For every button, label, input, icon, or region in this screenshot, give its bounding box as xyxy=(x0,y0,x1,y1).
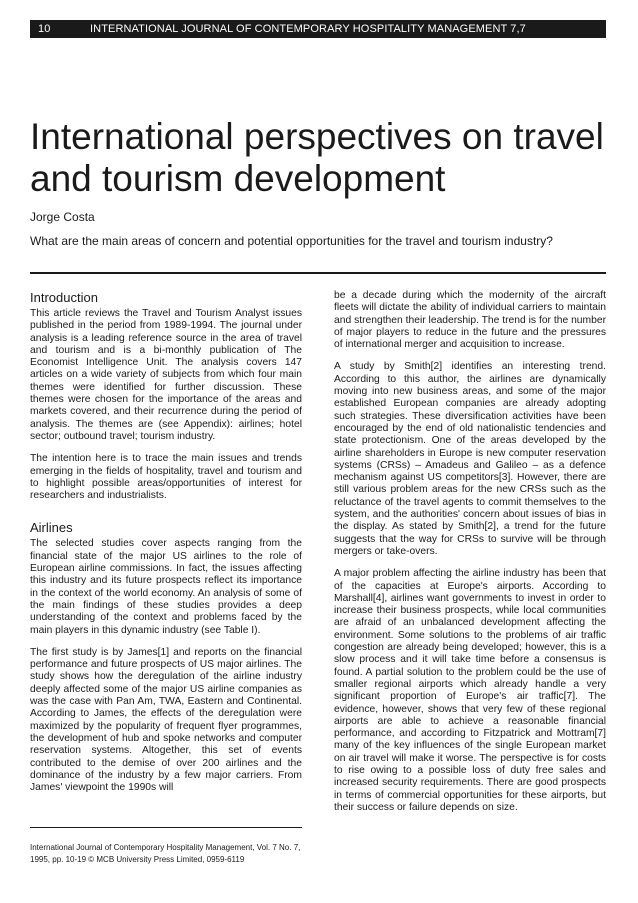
page-number: 10 xyxy=(38,23,51,35)
citation-footnote xyxy=(30,842,310,866)
right-column xyxy=(334,290,606,814)
section-heading-airlines: Airlines xyxy=(30,520,73,536)
footnote-line: 1995, pp. 10-19 © MCB University Press Limited, 0959-6119 xyxy=(30,855,245,864)
paragraph: This article reviews the Travel and Tourism Analyst issues published in the period from 1989-1994. The journal under analysis is a leading reference source in the area of travel and tourism and is a bi-monthly publication of The Economist Intelligence Unit. The analysis covers 147 articles on a wide variety of subjects from which four main themes were identified for further discussion. These themes were chosen for the importance of the areas and markets covered, and their recurrence during the period of analysis. The themes are (see Appendix): airlines; hotel sector; outbound travel; tourism industry. xyxy=(30,308,302,442)
paragraph: The first study is by James[1] and reports on the financial performance and future prospects of US major airlines. The study shows how the deregulation of the airline industry deeply affected some of the major US airline companies as was the case with Pan Am, TWA, Eastern and Continental. According to James, the effects of the deregulation were maximized by the popularity of frequent flyer programmes, the development of hub and spoke networks and computer reservation systems. Altogether, this set of events contributed to the demise of over 200 airlines and the dominance of the industry by a few major carriers. From James' viewpoint the 1990s will xyxy=(30,646,302,794)
paragraph: A study by Smith[2] identifies an interesting trend. According to this author, the airlines are dynamically moving into new business areas, and some of the major established European companies are already adopting such strategies. These diversification activities have been encouraged by the end of old nationalistic tendencies and state protectionism. One of the areas developed by the airline shareholders in Europe is new computer reservation systems (CRSs) – Amadeus and Galileo – as a defence mechanism against US competitors[3]. However, there are still various problem areas for the new CRSs such as the reluctance of the travel agents to commit themselves to the system, and the authorities' concern about issues of bias in the display. As stated by Smith[2], a trend for the future suggests that the way for CRSs to survive will be through mergers or take-overs. xyxy=(334,361,606,557)
running-header xyxy=(30,20,606,38)
journal-running-title: INTERNATIONAL JOURNAL OF CONTEMPORARY HOSPITALITY MANAGEMENT 7,7 xyxy=(90,23,526,35)
paragraph: The selected studies cover aspects ranging from the financial state of the major US airlines to the role of European airline commissions. In fact, the issues affecting this industry and its future prospects reflect its importance in the context of the world economy. An analysis of some of the main findings of these studies provides a deep understanding of the context and problems faced by the main players in this dynamic industry (see Table I). xyxy=(30,538,302,636)
footnote-divider xyxy=(30,827,302,828)
paragraph: be a decade during which the modernity of the aircraft fleets will dictate the ability of individual carriers to maintain and strengthen their leadership. The trend is for the number of major players to reduce in the future and the pressures of international merger and acquisition to increase. xyxy=(334,290,606,351)
article-title: International perspectives on travel and tourism development xyxy=(30,116,604,199)
paragraph: The intention here is to trace the main issues and trends emerging in the fields of hospitality, travel and tourism and to highlight possible areas/opportunities of interest for researchers and industrialists. xyxy=(30,453,302,502)
author: Jorge Costa xyxy=(30,210,95,224)
paragraph: A major problem affecting the airline industry has been that of the capacities at Europe's airports. According to Marshall[4], airlines want governments to invest in order to increase their business prospects, while local communities are afraid of an unbalanced development affecting the environment. Some solutions to the problems of air traffic congestion are already being developed; however, this is a slow process and it will take time before a consensus is found. A partial solution to the problem could be the use of smaller regional airports which already handle a very significant proportion of Europe's air traffic[7]. The evidence, however, shows that very few of these regional airports are able to achieve a reasonable financial performance, and according to Fitzpatrick and Mottram[7] many of the key influences of the single European market on air travel will make it worse. The perspective is for costs to rise owing to a possible loss of duty free sales and increased security requirements. There are good prospects in terms of commercial opportunities for these airports, but their success or failure depends on size. xyxy=(334,568,606,813)
abstract-question: What are the main areas of concern and potential opportunities for the travel and tourism industry? xyxy=(30,234,553,248)
title-divider xyxy=(30,272,606,274)
footnote-line: International Journal of Contemporary Hospitality Management, Vol. 7 No. 7, xyxy=(30,843,301,852)
left-column xyxy=(30,290,302,794)
section-heading-introduction: Introduction xyxy=(30,290,98,305)
